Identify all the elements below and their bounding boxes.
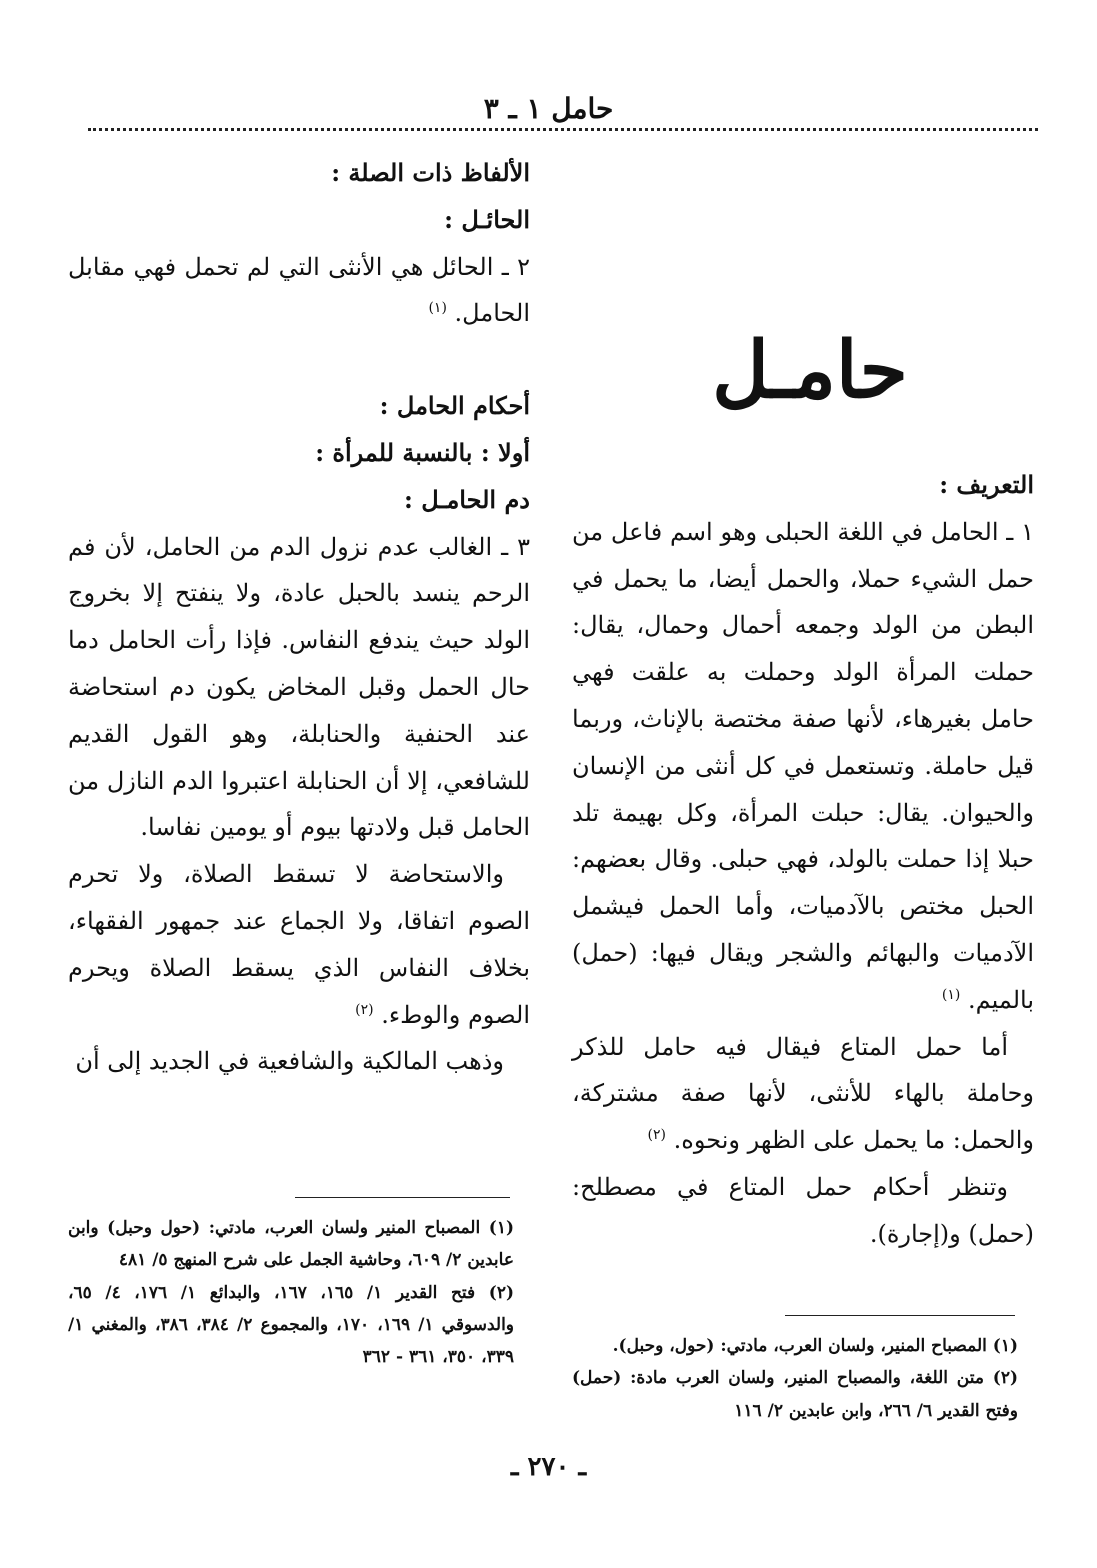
entry-title: حامـل bbox=[712, 325, 908, 416]
footnote-rule bbox=[785, 1315, 1015, 1316]
term-paragraph: ٢ ـ الحائل هي الأنثى التي لم تحمل فهي مقابل الحامل. $^{(١)}$ bbox=[68, 252, 530, 328]
footnote-ref: (١) bbox=[428, 300, 447, 317]
footnote-ref: (٢) bbox=[355, 1001, 374, 1018]
header-dotted-rule bbox=[88, 128, 1038, 131]
footnotes-left bbox=[68, 1212, 514, 1373]
blood-paragraph: ٣ ـ الغالب عدم نزول الدم من الحامل، لأن فم الرحم ينسد بالحبل عادة، ولا ينفتح إلا بخروج الولد حيث يندفع النفاس. فإذا رأت الحامل دما حال الحمل وقبل المخاض يكون دم استحاضة عند الحنفية والحنابلة، وهو القول القديم للشافعي، إلا أن الحنابلة اعتبروا الدم النازل من الحامل قبل ولادتها بيوم أو يومين نفاسا. bbox=[68, 532, 530, 842]
continuation-paragraph: وذهب المالكية والشافعية في الجديد إلى أن bbox=[75, 1047, 504, 1076]
footnote: (٢) متن اللغة، والمصباح المنير، ولسان العرب مادة: (حمل) وفتح القدير ٦/ ٢٦٦، وابن عابدين ٢/ ١١٦ bbox=[572, 1368, 1018, 1421]
footnote-ref: (١) bbox=[941, 986, 961, 1003]
related-terms-heading: الألفاظ ذات الصلة : bbox=[331, 158, 530, 187]
page-number: ـ ٢٧٠ ـ bbox=[510, 1452, 587, 1482]
blood-heading: دم الحامـل : bbox=[404, 484, 530, 514]
footnote: (٢) فتح القدير ١/ ١٦٥، ١٦٧، والبدائع ١/ ١٧٦، ٤/ ٦٥، والدسوقي ١/ ١٦٩، ١٧٠، والمجموع ٢/ ٣٨٤، ٣٨٦، والمغني ١/ ٣٣٩، ٣٥٠، ٣٦١ - ٣٦٢ bbox=[68, 1282, 515, 1368]
rulings-heading: أحكام الحامل : bbox=[379, 391, 530, 421]
footnotes-right bbox=[572, 1330, 1018, 1427]
right-column bbox=[572, 462, 1034, 1258]
footnote-rule bbox=[295, 1197, 510, 1198]
definition-heading: التعريف : bbox=[939, 470, 1034, 499]
spacer bbox=[68, 337, 530, 383]
footnote: (١) المصباح المنير، ولسان العرب، مادتي: (حول، وحبل). bbox=[612, 1336, 1018, 1356]
definition-paragraph: ١ ـ الحامل في اللغة الحبلى وهو اسم فاعل من حمل الشيء حملا، والحمل أيضا، ما يحمل في البطن من الولد وجمعه أحمال وحمال، يقال: حملت المرأة الولد وحملت به علقت فهي حامل بغيرهاء، لأنها صفة مختصة بالإناث، وربما قيل حاملة. وتستعمل في كل أنثى من الإنسان والحيوان. يقال: حبلت المرأة، وكل بهيمة تلد حبلا إذا حملت بالولد، فهي حبلى. وقال بعضهم: الحبل مختص بالآدميات، وأما الحمل فيشمل الآدميات والبهائم والشجر ويقال فيها: (حمل) بالميم. $^{(١)}$ bbox=[572, 517, 1034, 1014]
footnote-ref: (٢) bbox=[647, 1127, 667, 1144]
running-head: حامل ١ ـ ٣ bbox=[483, 92, 614, 125]
left-column bbox=[68, 150, 530, 1085]
first-section-heading: أولا : بالنسبة للمرأة : bbox=[315, 437, 530, 467]
goods-paragraph: أما حمل المتاع فيقال فيه حامل للذكر وحاملة بالهاء للأنثى، لأنها صفة مشتركة، والحمل: ما يحمل على الظهر ونحوه. $^{(٢)}$ bbox=[572, 1032, 1034, 1155]
footnote: (١) المصباح المنير ولسان العرب، مادتي: (حول وحبل) وابن عابدين ٢/ ٦٠٩، وحاشية الجمل على شرح المنهج ٥/ ٤٨١ bbox=[68, 1218, 514, 1271]
istihada-paragraph: والاستحاضة لا تسقط الصلاة، ولا تحرم الصوم اتفاقا، ولا الجماع عند جمهور الفقهاء، بخلاف النفاس الذي يسقط الصلاة ويحرم الصوم والوطء. $^{(٢)}$ bbox=[68, 860, 530, 1029]
term-heading: الحائـل : bbox=[444, 204, 530, 234]
see-also-paragraph: وتنظر أحكام حمل المتاع في مصطلح: (حمل) و(إجارة). bbox=[572, 1172, 1034, 1248]
